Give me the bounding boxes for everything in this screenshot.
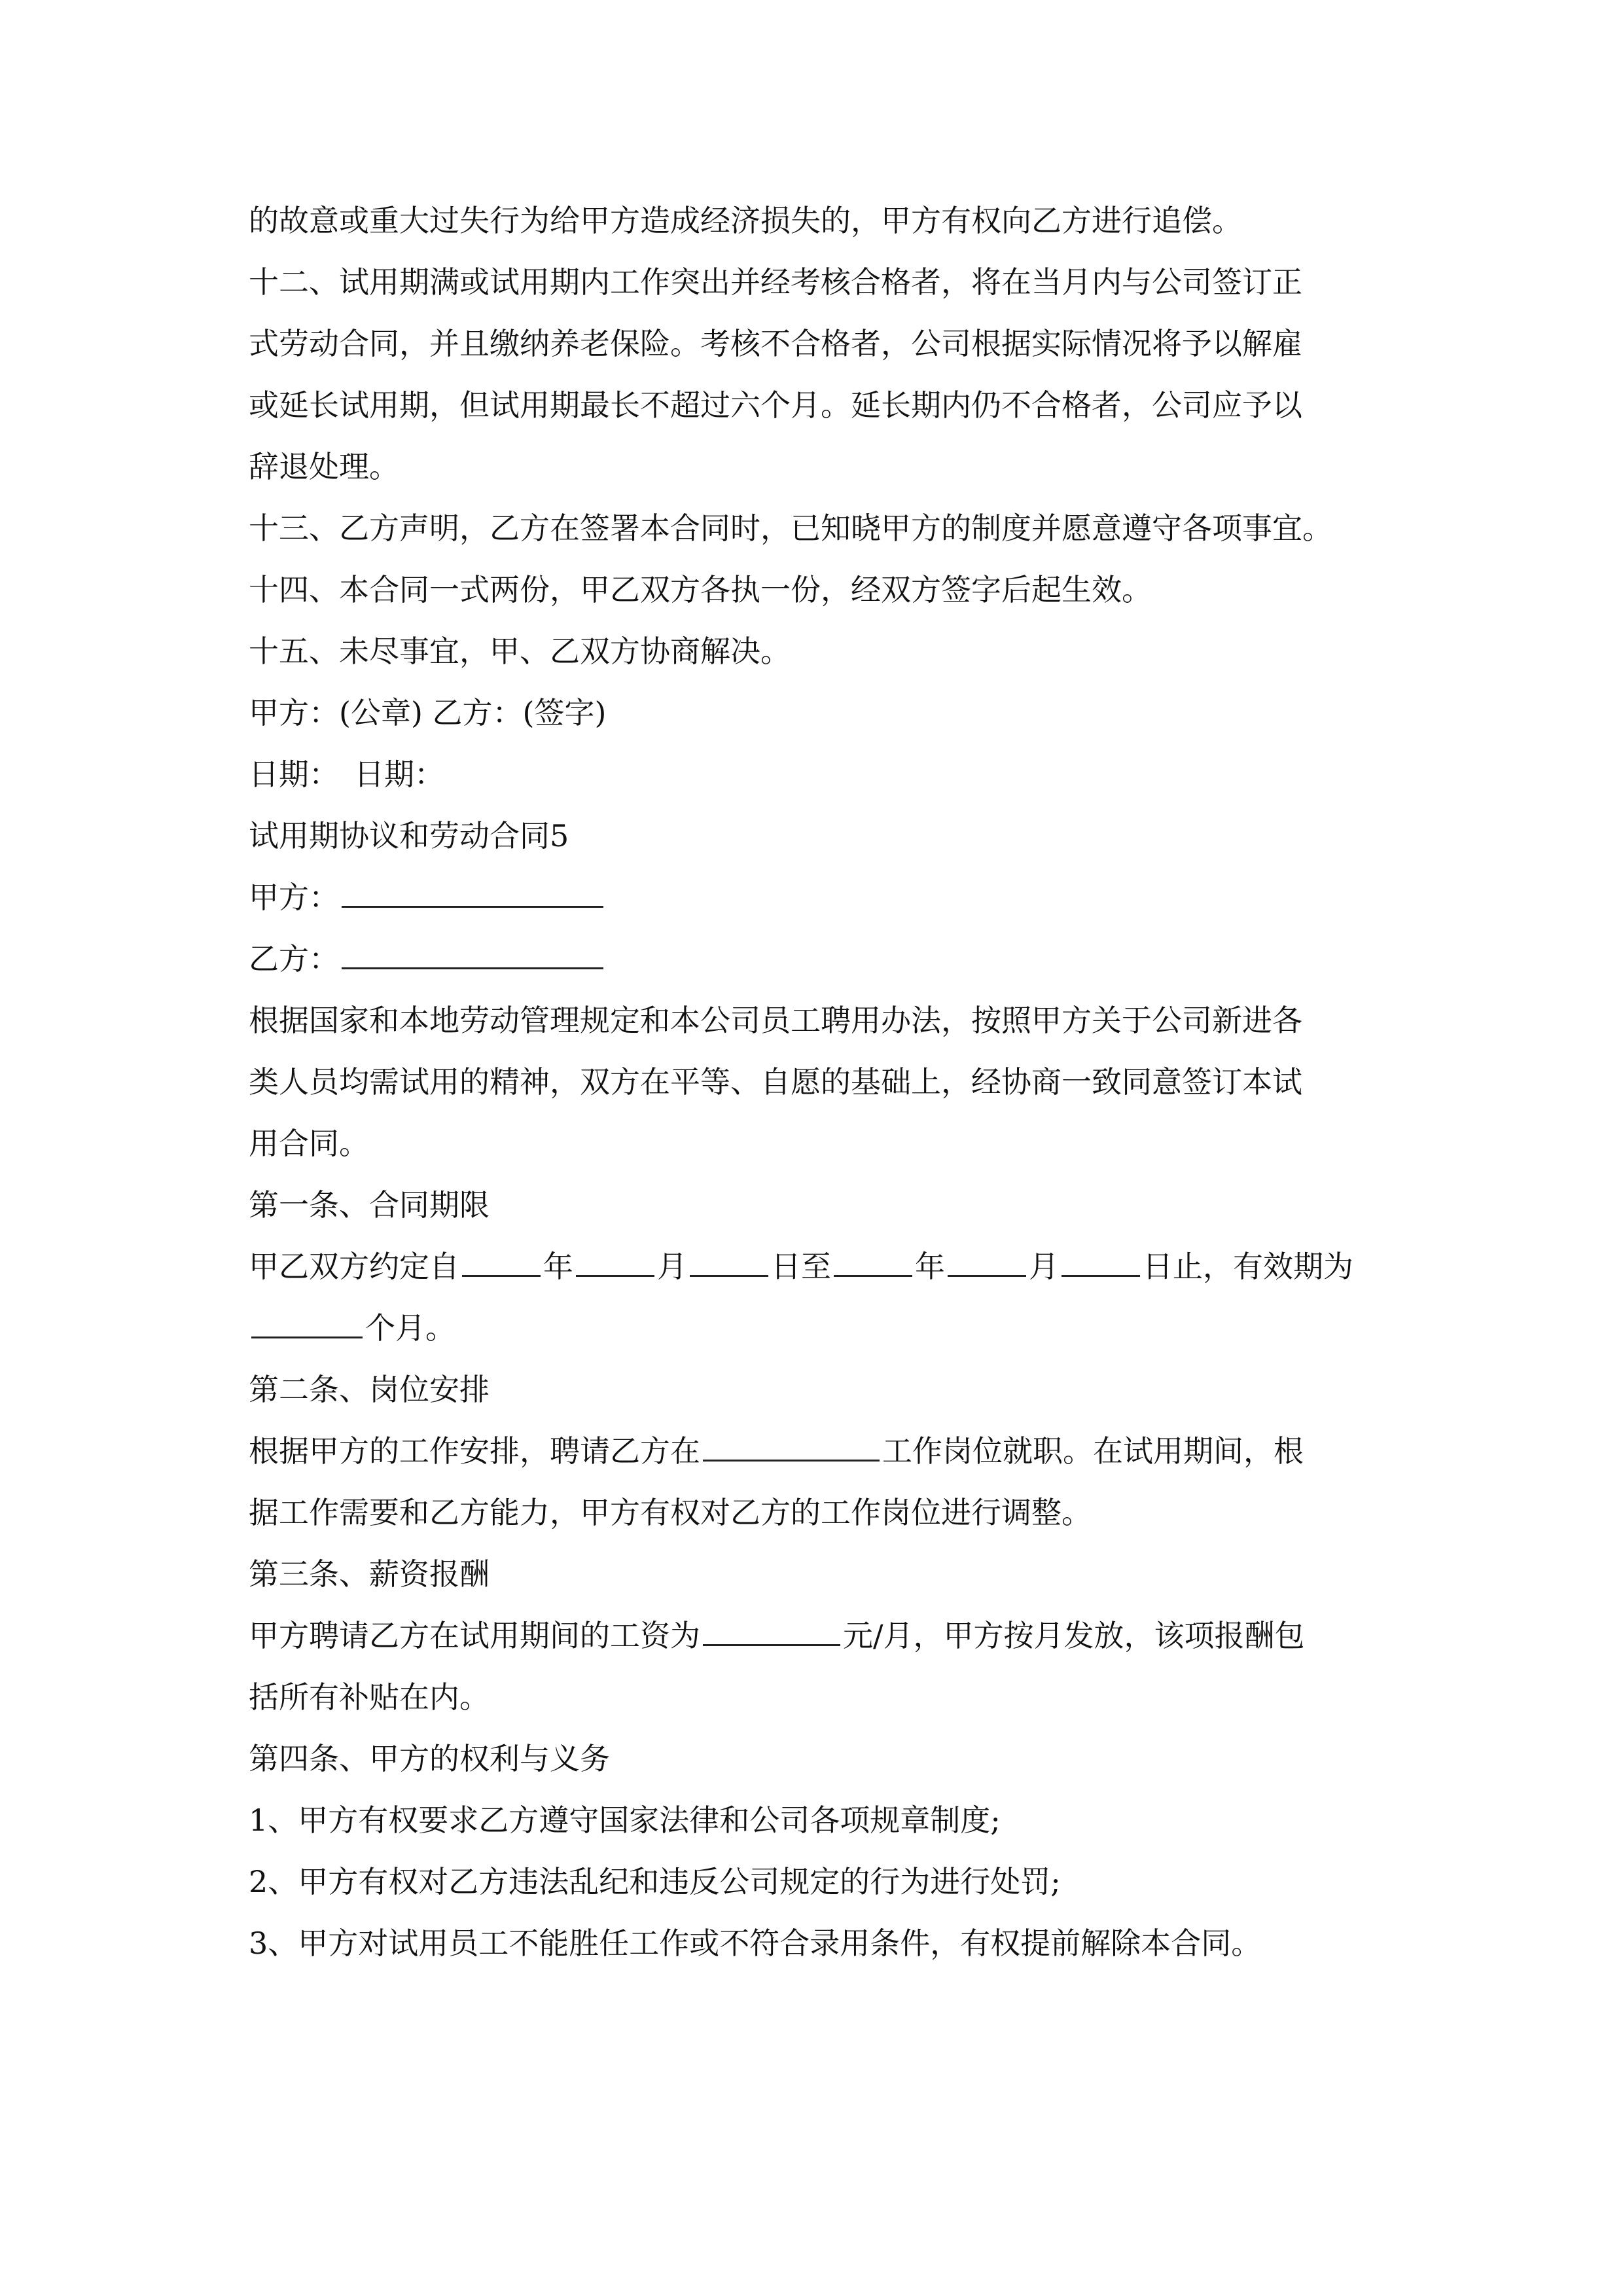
salary-prefix: 甲方聘请乙方在试用期间的工资为: [249, 1618, 700, 1653]
party-a-blank: [342, 880, 603, 908]
article-2-heading: 第二条、岗位安排: [249, 1372, 490, 1407]
end-month-blank: [948, 1249, 1026, 1277]
party-b-blank: [342, 941, 603, 969]
term-suffix: 日止，有效期为: [1143, 1249, 1353, 1284]
article-4-item-1: 1、甲方有权要求乙方遵守国家法律和公司各项规章制度;: [249, 1803, 1001, 1838]
start-day-blank: [690, 1249, 768, 1277]
article-4-heading: 第四条、甲方的权利与义务: [249, 1741, 610, 1776]
term-months-line: [249, 1297, 1394, 1359]
start-month-blank: [576, 1249, 654, 1277]
month-label-2: 月: [1029, 1249, 1059, 1284]
months-label: 个月。: [365, 1310, 455, 1346]
salary-line-2: 括所有补贴在内。: [249, 1679, 490, 1715]
party-b-label: 乙方：: [249, 941, 339, 977]
party-b-line: [249, 928, 1394, 990]
preamble-line-1: 根据国家和本地劳动管理规定和本公司员工聘用办法，按照甲方关于公司新进各: [249, 1003, 1302, 1038]
post-prefix: 根据甲方的工作安排，聘请乙方在: [249, 1433, 700, 1469]
section-title: 试用期协议和劳动合同5: [249, 818, 569, 853]
term-line: [249, 1236, 1394, 1297]
post-line-2: 据工作需要和乙方能力，甲方有权对乙方的工作岗位进行调整。: [249, 1495, 1092, 1530]
months-blank: [251, 1310, 363, 1338]
clause-12-line-3: 或延长试用期，但试用期最长不超过六个月。延长期内仍不合格者，公司应予以: [249, 387, 1302, 423]
text-line: 的故意或重大过失行为给甲方造成经济损失的，甲方有权向乙方进行追偿。: [249, 203, 1242, 238]
year-label: 年: [543, 1249, 573, 1284]
article-4-item-3: 3、甲方对试用员工不能胜任工作或不符合录用条件，有权提前解除本合同。: [249, 1926, 1262, 1961]
party-a-label: 甲方：: [249, 880, 339, 915]
day-to-label: 日至: [771, 1249, 831, 1284]
date-line: 日期： 日期：: [249, 757, 444, 792]
salary-line-1: [249, 1605, 1394, 1666]
post-suffix: 工作岗位就职。在试用期间，根: [882, 1433, 1304, 1469]
clause-12-line-2: 式劳动合同，并且缴纳养老保险。考核不合格者，公司根据实际情况将予以解雇: [249, 326, 1302, 361]
clause-13: 十三、乙方声明，乙方在签署本合同时，已知晓甲方的制度并愿意遵守各项事宜。: [249, 511, 1332, 546]
month-label: 月: [657, 1249, 687, 1284]
end-day-blank: [1061, 1249, 1140, 1277]
clause-15: 十五、未尽事宜，甲、乙双方协商解决。: [249, 634, 791, 669]
article-4-item-2: 2、甲方有权对乙方违法乱纪和违反公司规定的行为进行处罚;: [249, 1864, 1061, 1899]
start-year-blank: [462, 1249, 541, 1277]
post-blank: [703, 1433, 880, 1462]
article-3-heading: 第三条、薪资报酬: [249, 1556, 490, 1592]
post-line-1: [249, 1420, 1394, 1482]
salary-blank: [703, 1618, 840, 1646]
party-a-line: [249, 867, 1394, 928]
signature-line: 甲方：(公章) 乙方：(签字): [249, 695, 607, 730]
clause-12-line-1: 十二、试用期满或试用期内工作突出并经考核合格者，将在当月内与公司签订正: [249, 264, 1302, 300]
clause-14: 十四、本合同一式两份，甲乙双方各执一份，经双方签字后起生效。: [249, 572, 1152, 607]
end-year-blank: [834, 1249, 912, 1277]
preamble-line-2: 类人员均需试用的精神，双方在平等、自愿的基础上，经协商一致同意签订本试: [249, 1064, 1302, 1100]
clause-12-line-4: 辞退处理。: [249, 449, 399, 484]
preamble-line-3: 用合同。: [249, 1126, 369, 1161]
article-1-heading: 第一条、合同期限: [249, 1187, 490, 1223]
term-prefix: 甲乙双方约定自: [249, 1249, 459, 1284]
year-label-2: 年: [915, 1249, 945, 1284]
salary-suffix: 元/月，甲方按月发放，该项报酬包: [843, 1618, 1305, 1653]
